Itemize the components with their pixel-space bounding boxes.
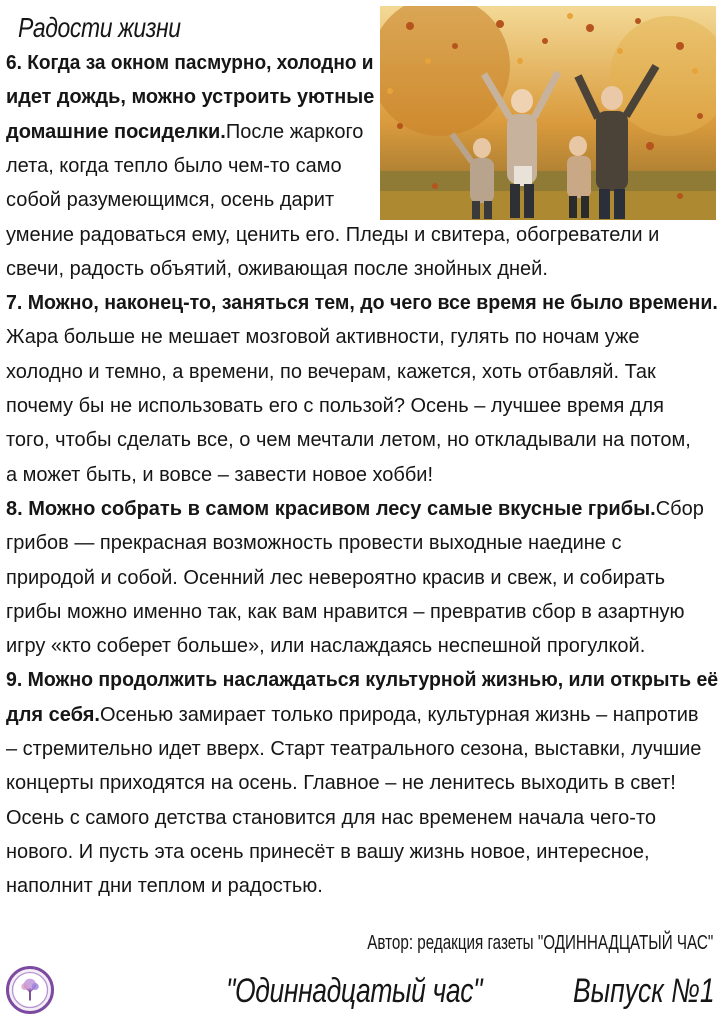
article-line xyxy=(6,86,374,108)
article-bold-text: домашние посиделки. xyxy=(6,120,226,143)
article-line xyxy=(6,567,665,589)
article-line xyxy=(6,498,704,520)
autumn-family-photo xyxy=(380,6,716,220)
article-text: игру «кто соберет больше», или наслаждаясь неспешной прогулкой. xyxy=(6,635,646,658)
article-line xyxy=(6,52,374,74)
school-emblem-icon xyxy=(6,966,54,1014)
article-line xyxy=(6,121,363,143)
article-line xyxy=(6,635,645,657)
article-author: Автор: редакция газеты "ОДИННАДЦАТЫЙ ЧАС" xyxy=(367,932,713,954)
article-text: нового. И пусть эта осень принесёт в вашу жизнь новое, интересное, xyxy=(6,840,650,863)
article-line xyxy=(6,601,685,623)
article-text: того, чтобы сделать все, о чем мечтали летом, но откладывали на потом, xyxy=(6,429,691,452)
article-line xyxy=(6,155,342,177)
article-line xyxy=(6,875,323,897)
article-line xyxy=(6,429,691,451)
article-text: концерты приходятся на осень. Главное – не ленитесь выходить в свет! xyxy=(6,772,676,795)
article-text: свечи, радость объятий, оживающая после знойных дней. xyxy=(6,257,548,280)
article-bold-text: для себя. xyxy=(6,703,100,726)
article-text: лета, когда тепло было чем-то само xyxy=(6,154,342,177)
article-text: Осень с самого детства становится для нас временем начала чего-то xyxy=(6,806,656,829)
article-line xyxy=(6,395,664,417)
article-bold-text: 9. Можно продолжить наслаждаться культурной жизнью, или открыть её xyxy=(6,669,719,692)
article-text: грибов — прекрасная возможность провести выходные наедине с xyxy=(6,532,622,555)
article-text: наполнит дни теплом и радостью. xyxy=(6,875,323,898)
issue-number: Выпуск №1 xyxy=(573,972,715,1010)
article-line xyxy=(6,669,718,691)
article-line xyxy=(6,841,650,863)
article-text: – стремительно идет вверх. Старт театрального сезона, выставки, лучшие xyxy=(6,738,702,760)
article-line xyxy=(6,738,701,760)
section-title: Радости жизни xyxy=(18,12,181,43)
article-line xyxy=(6,258,548,280)
article-line xyxy=(6,189,334,211)
newspaper-name: "Одиннадцатый час" xyxy=(226,972,483,1010)
article-bold-text: 6. Когда за окном пасмурно, холодно и xyxy=(6,52,374,74)
article-text: Сбор xyxy=(655,497,704,520)
article-line xyxy=(6,292,718,314)
article-line xyxy=(6,807,656,829)
article-line xyxy=(6,464,433,486)
article-text: грибы можно именно так, как вам нравится – превратив сбор в азартную xyxy=(6,600,685,623)
article-line xyxy=(6,361,656,383)
article-text: собой разумеющимся, осень дарит xyxy=(6,189,335,212)
article-text: Осенью замирает только природа, культурная жизнь – напротив xyxy=(99,703,699,726)
article-text: После жаркого xyxy=(225,120,364,143)
autumn-family-photo-image xyxy=(380,6,716,220)
article-line xyxy=(6,326,640,348)
article-bold-text: 8. Можно собрать в самом красивом лесу самые вкусные грибы. xyxy=(6,497,656,520)
article-text: умение радоваться ему, ценить его. Пледы и свитера, обогреватели и xyxy=(6,223,660,246)
article-bold-text: 7. Можно, наконец-то, заняться тем, до чего все время не было времени. xyxy=(6,292,718,315)
article-text: почему бы не использовать его с пользой? Осень – лучшее время для xyxy=(6,395,664,417)
article-text: Жара больше не мешает мозговой активности, гулять по ночам уже xyxy=(6,326,640,349)
article-bold-text: идет дождь, можно устроить уютные xyxy=(6,86,375,109)
article-text: природой и собой. Осенний лес невероятно красив и свеж, и собирать xyxy=(6,566,666,589)
article-line xyxy=(6,532,621,554)
article-line xyxy=(6,224,659,246)
article-text: а может быть, и вовсе – завести новое хобби! xyxy=(6,463,434,486)
article-text: холодно и темно, а времени, по вечерам, кажется, хоть отбавляй. Так xyxy=(6,360,656,383)
article-line xyxy=(6,772,676,794)
article-line xyxy=(6,704,699,726)
